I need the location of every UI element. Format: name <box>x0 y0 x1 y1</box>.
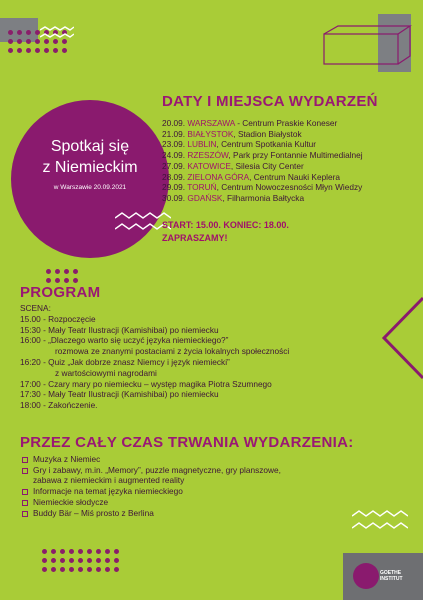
wireframe-box-icon <box>318 22 418 72</box>
events-list <box>162 118 363 204</box>
dot-grid-middle <box>46 269 78 283</box>
title-subtitle: w Warszawie 20.09.2021 <box>53 184 127 191</box>
logo-text: GOETHE INSTITUT <box>380 570 403 582</box>
program-row: 17:30 - Mały Teatr Ilustracji (Kamishibai) po niemiecku <box>20 389 219 400</box>
logo-circle-icon <box>353 563 379 589</box>
program-row: 15.00 - Rozpoczęcie <box>20 313 96 324</box>
list-item: Buddy Bär – Miś prosto z Berlina <box>22 508 281 519</box>
event-row: 30.09. GDAŃSK, Filharmonia Bałtycka <box>162 192 305 203</box>
invite-text: ZAPRASZAMY! <box>162 233 228 243</box>
title-line-1: Spotkaj się <box>50 138 130 155</box>
start-end-times <box>162 219 289 245</box>
program-row: 16:00 - „Dlaczego warto się uczyć języka niemieckiego?” <box>20 335 229 346</box>
event-row: 29.09. TORUŃ, Centrum Nowoczesności Młyn Wiedzy <box>162 182 363 193</box>
list-item: Muzyka z Niemiec <box>22 454 281 465</box>
zigzag-top <box>40 26 74 40</box>
program-row: rozmowa ze znanymi postaciami z życia lokalnych społeczności <box>55 346 290 357</box>
zigzag-bottom-right <box>352 510 408 534</box>
attractions-list <box>22 454 281 518</box>
program-row: 18:00 - Zakończenie. <box>20 400 98 411</box>
program-list <box>20 303 289 411</box>
title-line-2: z Niemieckim <box>42 159 138 176</box>
program-heading: PROGRAM <box>20 284 101 301</box>
scene-label: SCENA: <box>20 303 51 313</box>
event-row: 28.09. ZIELONA GÓRA, Centrum Nauki Keplera <box>162 171 341 182</box>
events-heading: DATY I MIEJSCA WYDARZEŃ <box>162 93 378 110</box>
start-line: START: 15.00. KONIEC: 18.00. <box>162 220 289 230</box>
goethe-institut-logo <box>343 553 423 600</box>
list-item: Gry i zabawy, m.in. „Memory”, puzzle magnetyczne, gry planszowe, zabawa z niemieckim i augmented reality <box>22 465 281 486</box>
program-row: 16:20 - Quiz „Jak dobrze znasz Niemcy i język niemiecki” <box>20 356 230 367</box>
program-row: z wartościowymi nagrodami <box>55 367 157 378</box>
program-row: 15:30 - Mały Teatr Ilustracji (Kamishibai) po niemiecku <box>20 324 219 335</box>
attractions-heading: PRZEZ CAŁY CZAS TRWANIA WYDARZENIA: <box>20 434 354 451</box>
event-row: 23.09. LUBLIN, Centrum Spotkania Kultur <box>162 139 317 150</box>
event-row: 24.09. RZESZÓW, Park przy Fontannie Multimedialnej <box>162 150 363 161</box>
list-item: Informacje na temat języka niemieckiego <box>22 486 281 497</box>
dot-grid-bottom <box>42 549 119 572</box>
event-row: 21.09. BIAŁYSTOK, Stadion Białystok <box>162 128 302 139</box>
program-row: 17:00 - Czary mary po niemiecku – występ magika Piotra Szumnego <box>20 378 272 389</box>
event-row: 20.09. WARSZAWA - Centrum Praskie Koneser <box>162 118 338 128</box>
event-row: 27.09. KATOWICE, Silesia City Center <box>162 160 304 171</box>
event-title-circle <box>11 100 169 258</box>
chevron-decoration <box>380 296 423 380</box>
list-item: Niemieckie słodycze <box>22 497 281 508</box>
